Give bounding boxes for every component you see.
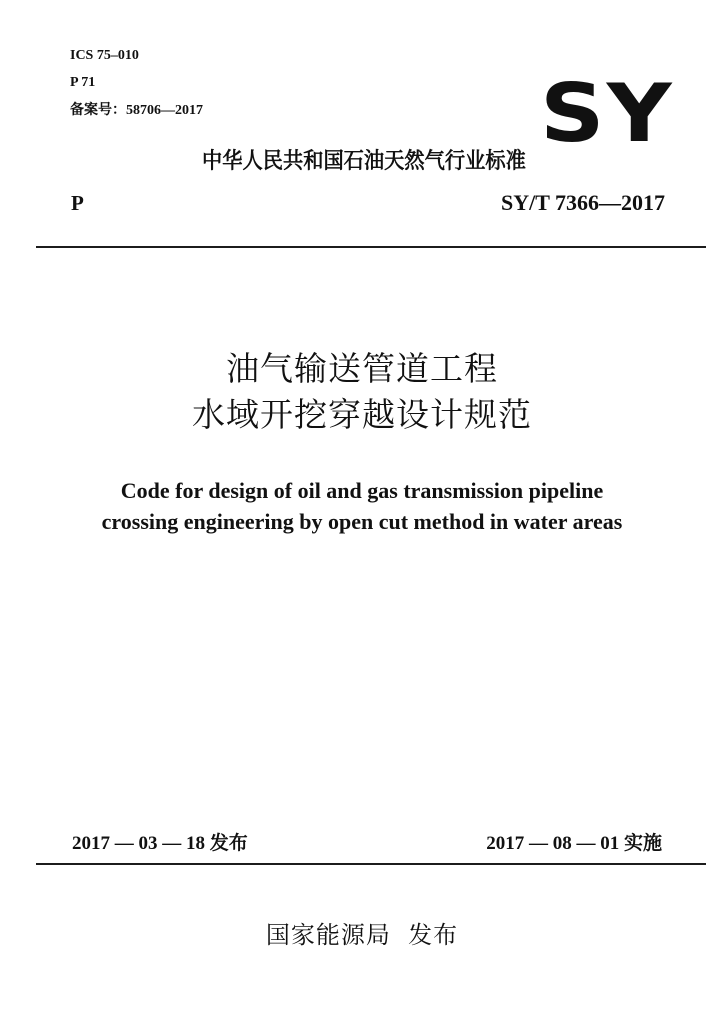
classification-code: P 71: [70, 75, 96, 90]
ics-code: ICS 75–010: [70, 48, 139, 63]
sy-logo: SY: [540, 67, 674, 160]
issue-date: 2017 — 03 — 18 发布: [72, 833, 248, 854]
english-title-line-1: Code for design of oil and gas transmission pipeline: [120, 478, 604, 503]
industry-standard-heading: 中华人民共和国石油天然气行业标准: [202, 149, 526, 174]
category-letter: P: [71, 191, 84, 215]
publisher: 国家能源局 发布: [265, 921, 459, 949]
chinese-title-line-2: 水域开挖穿越设计规范: [192, 395, 532, 434]
bottom-divider: [36, 863, 706, 865]
top-divider: [36, 246, 706, 248]
english-title-line-2: crossing engineering by open cut method in water areas: [101, 509, 623, 534]
chinese-title-line-1: 油气输送管道工程: [226, 349, 498, 388]
record-number: 备案号：58706—2017: [70, 103, 203, 118]
implementation-date: 2017 — 08 — 01 实施: [486, 833, 662, 854]
standard-number: SY/T 7366—2017: [500, 190, 665, 215]
